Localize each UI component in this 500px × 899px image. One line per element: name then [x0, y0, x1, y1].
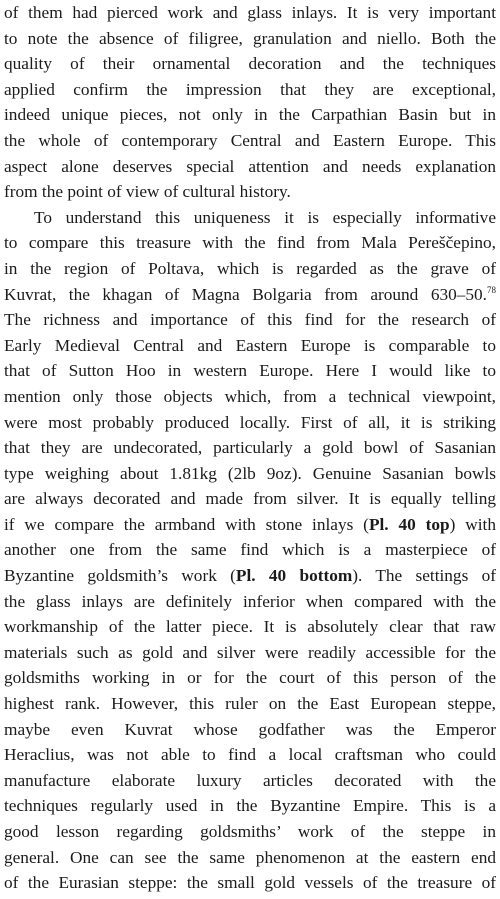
paragraph-continued	[4, 0, 496, 205]
text-line: Heraclius, was not able to find a local craftsman who could	[4, 745, 496, 765]
text-line: in the region of Poltava, which is regarded as the grave of	[4, 258, 496, 278]
text-line: mention only those objects which, from a technical viewpoint,	[4, 386, 496, 406]
text-line: that they are undecorated, particularly a gold bowl of Sasanian	[4, 438, 496, 458]
text-line: type weighing about 1.81kg (2lb 9oz). Genuine Sasanian bowls	[4, 463, 496, 483]
text-line: To understand this uniqueness it is especially informative	[34, 207, 496, 227]
footnote-marker[interactable]: 78	[487, 284, 496, 295]
text-segment: Kuvrat, the khagan of Magna Bolgaria from around 630–50.	[4, 284, 487, 304]
text-line: to note the absence of filigree, granulation and niello. Both the	[4, 28, 496, 48]
text-line: The richness and importance of this find for the research of	[4, 310, 496, 330]
text-line-with-footnote	[4, 282, 496, 308]
text-line: workmanship of the latter piece. It is absolutely clear that raw	[4, 617, 496, 637]
text-line: of them had pierced work and glass inlays. It is very important	[4, 3, 496, 22]
text-line: maybe even Kuvrat whose godfather was the Emperor	[4, 719, 496, 739]
text-segment: Byzantine goldsmith’s work (	[4, 566, 236, 586]
text-line-with-plate-reference	[4, 512, 496, 538]
plate-reference[interactable]: Pl. 40 top	[368, 514, 450, 534]
text-line: quality of their ornamental decoration and the techniques	[4, 54, 496, 74]
plate-reference[interactable]: Pl. 40 bottom	[235, 566, 353, 586]
text-segment: if we compare the armband with stone inlays (	[4, 514, 369, 534]
text-line: general. One can see the same phenomenon at the eastern end	[4, 847, 496, 867]
text-line: techniques regularly used in the Byzantine Empire. This is a	[4, 796, 496, 816]
text-line: that of Sutton Hoo in western Europe. Here I would like to	[4, 361, 496, 381]
text-line: Early Medieval Central and Eastern Europe is comparable to	[4, 335, 496, 355]
text-line: of the Eurasian steppe: the small gold vessels of the treasure of	[4, 873, 496, 893]
text-line: goldsmiths working in or for the court of this person of the	[4, 668, 496, 688]
text-line: from the point of view of cultural history.	[4, 182, 291, 202]
text-segment: ). The settings of	[352, 566, 496, 586]
text-line: indeed unique pieces, not only in the Carpathian Basin but in	[4, 105, 496, 125]
text-line: highest rank. However, this ruler on the East European steppe,	[4, 694, 496, 714]
text-line: materials such as gold and silver were readily accessible for the	[4, 642, 496, 662]
text-line: the whole of contemporary Central and Eastern Europe. This	[4, 130, 496, 150]
paragraph-main	[4, 205, 496, 896]
text-line: another one from the same find which is a masterpiece of	[4, 540, 496, 560]
text-line: manufacture elaborate luxury articles decorated with the	[4, 770, 496, 790]
text-line-with-plate-reference	[4, 563, 496, 589]
text-segment: ) with	[449, 514, 496, 534]
document-page	[4, 0, 496, 896]
text-line: to compare this treasure with the find from Mala Pereščepino,	[4, 233, 496, 253]
text-line: were most probably produced locally. First of all, it is striking	[4, 412, 496, 432]
text-line: the glass inlays are definitely inferior when compared with the	[4, 591, 496, 611]
text-line: good lesson regarding goldsmiths’ work of the steppe in	[4, 822, 496, 841]
text-line: are always decorated and made from silver. It is equally telling	[4, 489, 496, 509]
text-line: applied confirm the impression that they are exceptional,	[4, 79, 496, 99]
text-line: aspect alone deserves special attention and needs explanation	[4, 156, 496, 176]
